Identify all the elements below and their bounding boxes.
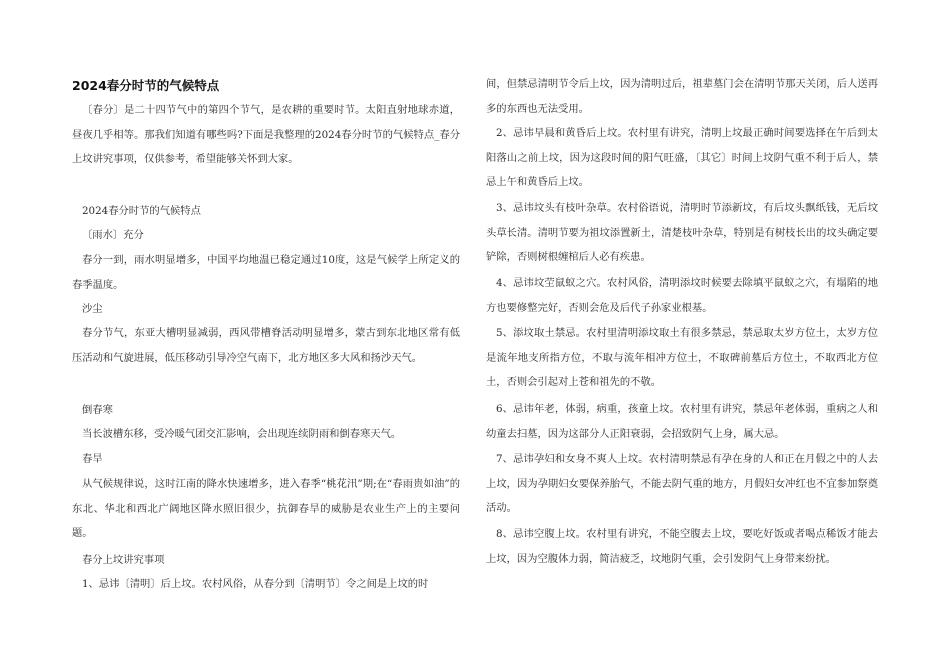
- document-title: 2024春分时节的气候特点: [72, 78, 220, 93]
- paragraph-drought: 从气候规律说，这时江南的降水快速增多，进入春季“桃花汛”期;在“春雨贵如油”的东北、华北和西北广阔地区降水照旧很少，抗御春旱的威胁是农业生产上的主要问题。: [72, 478, 460, 540]
- heading-drought: 春旱: [82, 453, 103, 465]
- paragraph-item-5: 5、添坟取土禁忌。农村里清明添坟取土有很多禁忌，禁忌取太岁方位土，太岁方位是流年地支所指方位，不取与流年相冲方位土，不取碑前墓后方位土，不取西北方位土，否则会引起对上苍和祖先的不敬。: [486, 327, 878, 389]
- heading-tomb: 春分上坟讲究事项: [82, 554, 165, 566]
- paragraph-item-1: 1、忌讳〔清明〕后上坟。农村风俗，从春分到〔清明节〕令之间是上坟的时: [82, 578, 429, 590]
- paragraph-dust: 春分节气，东亚大槽明显减弱，西风带槽脊活动明显增多，蒙古到东北地区常有低压活动和气旋进展，低压移动引导冷空气南下，北方地区多大风和扬沙天气。: [72, 327, 460, 364]
- paragraph-item-6: 6、忌讳年老，体弱，病重，孩童上坟。农村里有讲究，禁忌年老体弱，重病之人和幼童去扫墓，因为这部分人正阳衰弱，会招致阴气上身，属大忌。: [486, 403, 878, 440]
- paragraph-item-4: 4、忌讳坟茔鼠蚁之穴。农村风俗，清明添坟时候要去除填平鼠蚁之穴，有塌陷的地方也要修整完好，否则会危及后代子孙家业根基。: [486, 277, 878, 314]
- heading-rain: 〔雨水〕充分: [82, 229, 144, 241]
- paragraph-item-3: 3、忌讳坟头有枝叶杂草。农村俗语说，清明时节添新坟，有后坟头飘纸钱，无后坟头草长清。清明节要为祖坟添置新土，清楚枝叶杂草，特别是有树枝长出的坟头确定要铲除，否则树根缠棺后人必有疾患。: [486, 202, 878, 264]
- intro-paragraph: 〔春分〕是二十四节气中的第四个节气，是农耕的重要时节。太阳直射地球赤道，昼夜几乎相等。那我们知道有哪些吗?下面是我整理的2024春分时节的气候特点_春分上坟讲究事项，仅供参考，希望能够关怀到大家。: [72, 104, 460, 166]
- heading-dust: 沙尘: [82, 303, 103, 315]
- paragraph-item-8: 8、忌讳空腹上坟。农村里有讲究，不能空腹去上坟，要吃好饭或者喝点稀饭才能去上坟，因为空腹体力弱，简洁疲乏，坟地阴气重，会引发阴气上身带来纷扰。: [486, 528, 878, 565]
- heading-cold: 倒春寒: [82, 404, 113, 416]
- paragraph-item-7: 7、忌讳孕妇和女身不爽人上坟。农村清明禁忌有孕在身的人和正在月假之中的人去上坟，因为孕期妇女要保养胎气，不能去阴气重的地方，月假妇女冲红也不宜参加祭奠活动。: [486, 453, 878, 515]
- paragraph-rain: 春分一到，雨水明显增多，中国平均地温已稳定通过10度，这是气候学上所定义的春季温度。: [72, 254, 460, 291]
- paragraph-cold: 当长波槽东移，受冷暖气团交汇影响，会出现连续阴雨和倒春寒天气。: [82, 428, 402, 440]
- paragraph-item-2: 2、忌讳早晨和黄昏后上坟。农村里有讲究，清明上坟最正确时间要选择在午后到太阳落山之前上坟，因为这段时间的阳气旺盛，〔其它〕时间上坟阴气重不利于后人，禁忌上午和黄昏后上坟。: [486, 127, 878, 189]
- paragraph-item-1-cont: 间，但禁忌清明节令后上坟，因为清明过后，祖辈墓门会在清明节那天关闭，后人送再多的东西也无法受用。: [486, 78, 878, 115]
- section-subtitle: 2024春分时节的气候特点: [82, 205, 201, 217]
